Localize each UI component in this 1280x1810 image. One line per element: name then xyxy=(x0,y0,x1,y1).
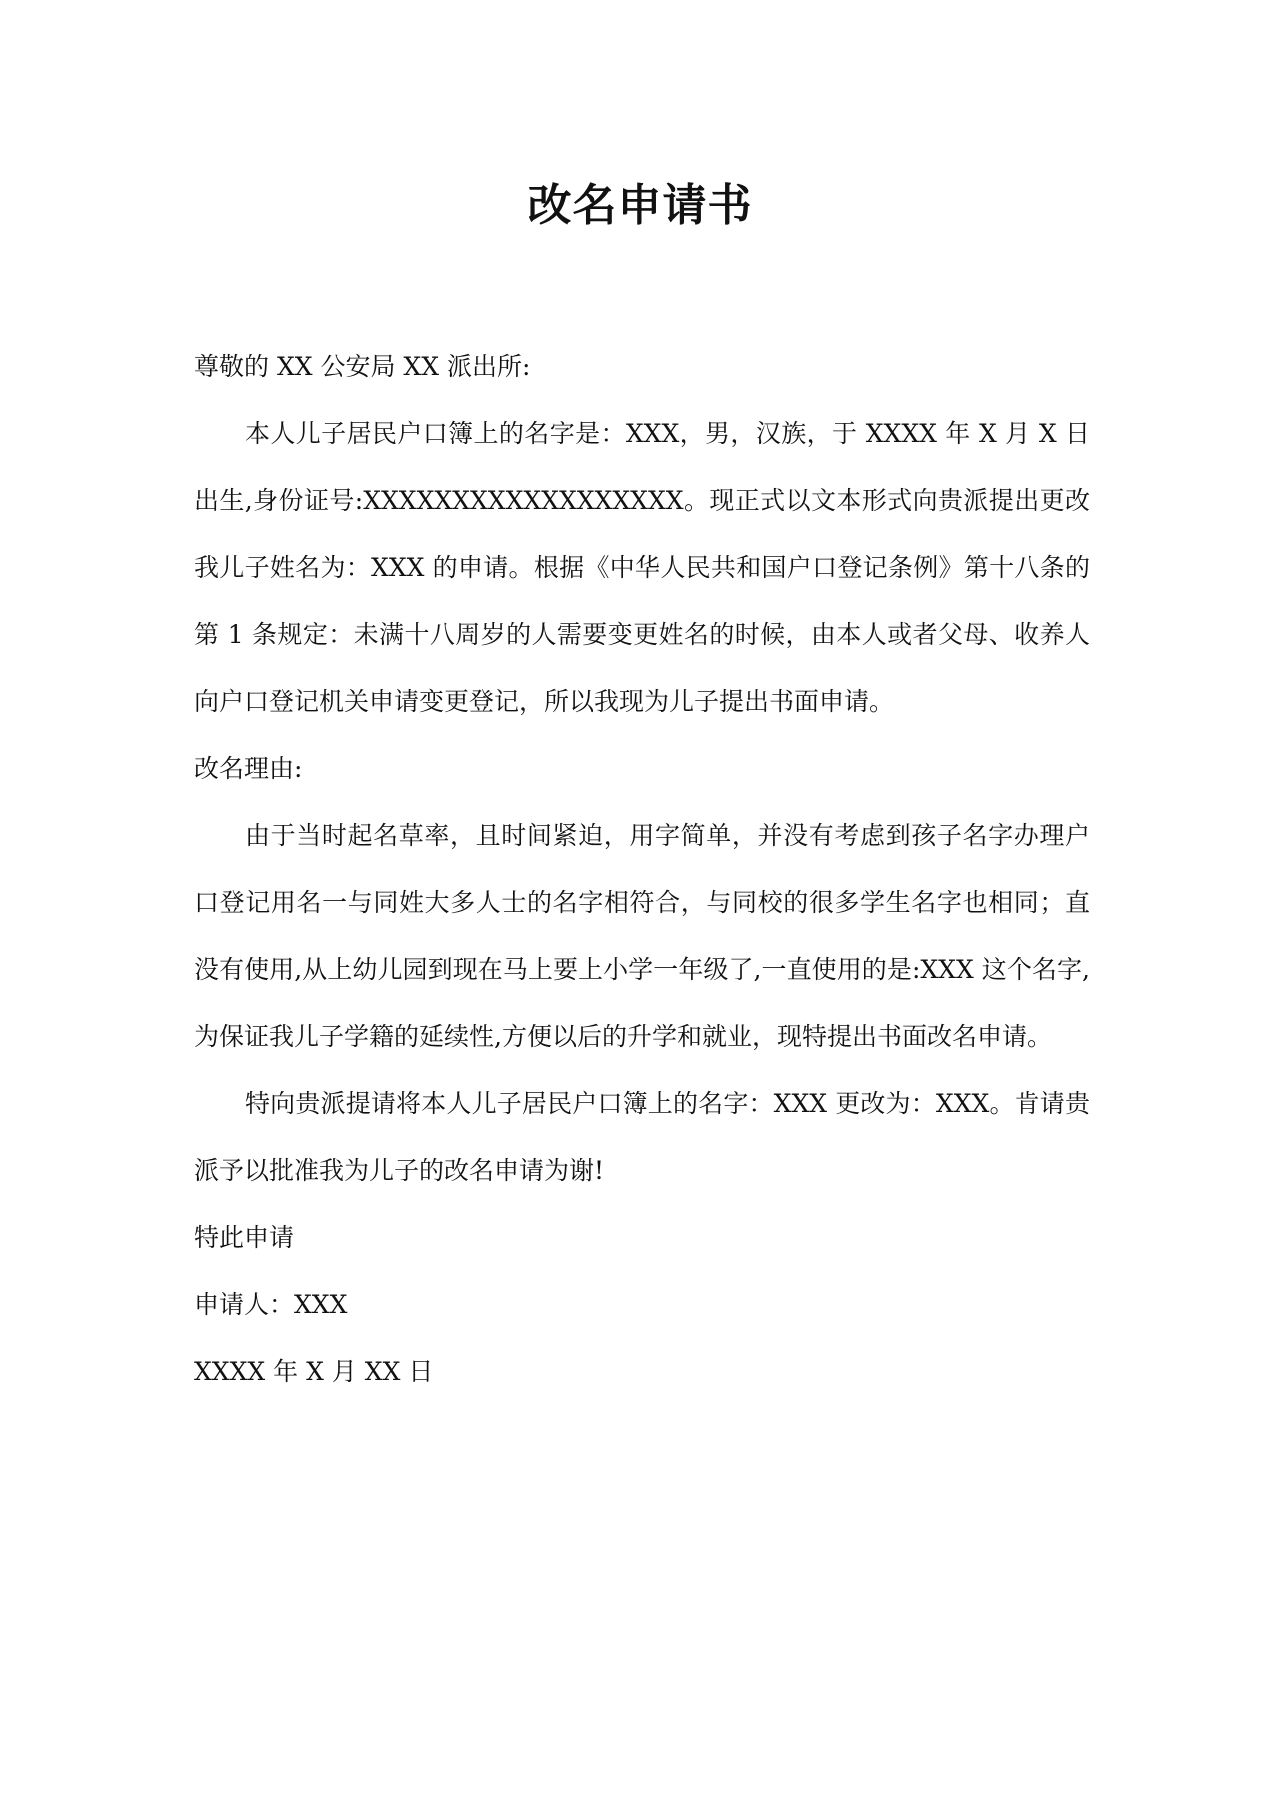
document-body xyxy=(194,333,1090,1405)
applicant-line: 申请人：XXX xyxy=(194,1290,348,1319)
petition-paragraph: 特向贵派提请将本人儿子居民户口簿上的名字：XXX 更改为：XXX。肯请贵派予以批准我为儿子的改名申请为谢! xyxy=(194,1089,1090,1185)
reason-paragraph: 由于当时起名草率，且时间紧迫，用字简单，并没有考虑到孩子名字办理户口登记用名一与同姓大多人士的名字相符合，与同校的很多学生名字也相同；直没有使用,从上幼儿园到现在马上要上小学一年级了,一直使用的是:XXX 这个名字,为保证我儿子学籍的延续性,方便以后的升学和就业，现特提出书面改名申请。 xyxy=(194,821,1090,1051)
date-line: XXXX 年 X 月 XX 日 xyxy=(194,1357,434,1386)
request-paragraph: 本人儿子居民户口簿上的名字是：XXX，男，汉族，于 XXXX 年 X 月 X 日出生,身份证号:XXXXXXXXXXXXXXXXXX。现正式以文本形式向贵派提出更改我儿子姓名为：XXX 的申请。根据《中华人民共和国户口登记条例》第十八条的第 1 条规定：未满十八周岁的人需要变更姓名的时候，由本人或者父母、收养人向户口登记机关申请变更登记，所以我现为儿子提出书面申请。 xyxy=(194,419,1090,716)
closing-line: 特此申请 xyxy=(194,1223,295,1252)
salutation: 尊敬的 XX 公安局 XX 派出所: xyxy=(194,352,531,381)
reason-heading: 改名理由: xyxy=(194,754,303,783)
document-title: 改名申请书 xyxy=(527,180,753,231)
